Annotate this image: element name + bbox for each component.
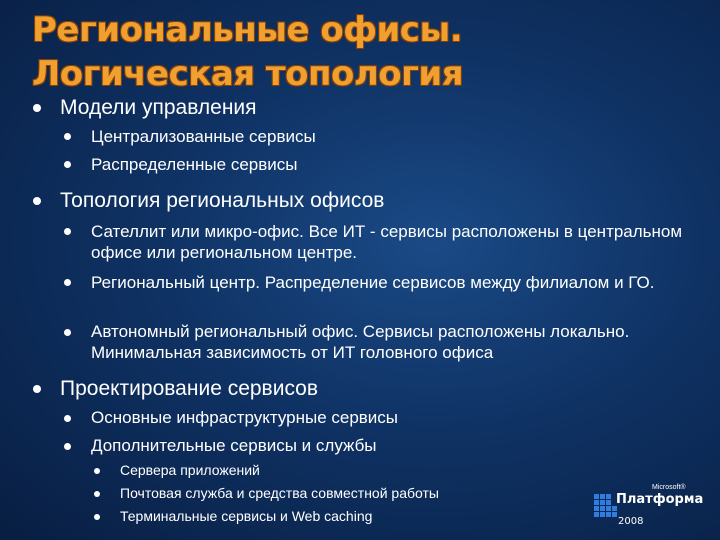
bullet-icon [94, 514, 100, 520]
list-item-level2: Региональный центр. Распределение сервисов между филиалом и ГО. [91, 273, 655, 292]
list-item-level3: Почтовая служба и средства совместной работы [120, 485, 439, 501]
bullet-icon [64, 279, 71, 286]
logo-year: 2008 [618, 516, 644, 527]
logo-name: Платформа [616, 492, 704, 507]
list-item-level3: Сервера приложений [120, 462, 260, 478]
list-item-level2: Сателлит или микро-офис. Все ИТ - сервисы расположены в центральном офисе или региональном центре. [91, 222, 683, 262]
bullet-icon [64, 228, 71, 235]
bullet-icon [64, 415, 71, 422]
list-item-level1: Модели управления [60, 96, 257, 119]
bullet-icon [33, 104, 41, 112]
platforma-logo [594, 484, 704, 528]
bullet-icon [64, 443, 71, 450]
bullet-icon [64, 161, 71, 168]
bullet-icon [94, 468, 100, 474]
bullet-icon [64, 329, 71, 336]
list-item-level2: Централизованные сервисы [91, 127, 316, 146]
list-item-level2: Автономный региональный офис. Сервисы расположены локально. Минимальная зависимость от ИТ головного офиса [91, 322, 630, 362]
bullet-icon [64, 133, 71, 140]
logo-brand: Microsoft® [652, 484, 686, 491]
slide-title-line-1: Региональные офисы. [32, 10, 463, 50]
list-item-level2: Дополнительные сервисы и службы [91, 436, 377, 455]
slide-title-line-2: Логическая топология [32, 54, 464, 94]
list-item-level2: Распределенные сервисы [91, 155, 298, 174]
list-item-level1: Проектирование сервисов [60, 377, 319, 400]
bullet-icon [33, 197, 41, 205]
bullet-icon [94, 491, 100, 497]
list-item-level1: Топология региональных офисов [60, 189, 385, 212]
bullet-icon [33, 385, 41, 393]
list-item-level3: Терминальные сервисы и Web caching [120, 508, 373, 524]
list-item-level2: Основные инфраструктурные сервисы [91, 408, 399, 427]
